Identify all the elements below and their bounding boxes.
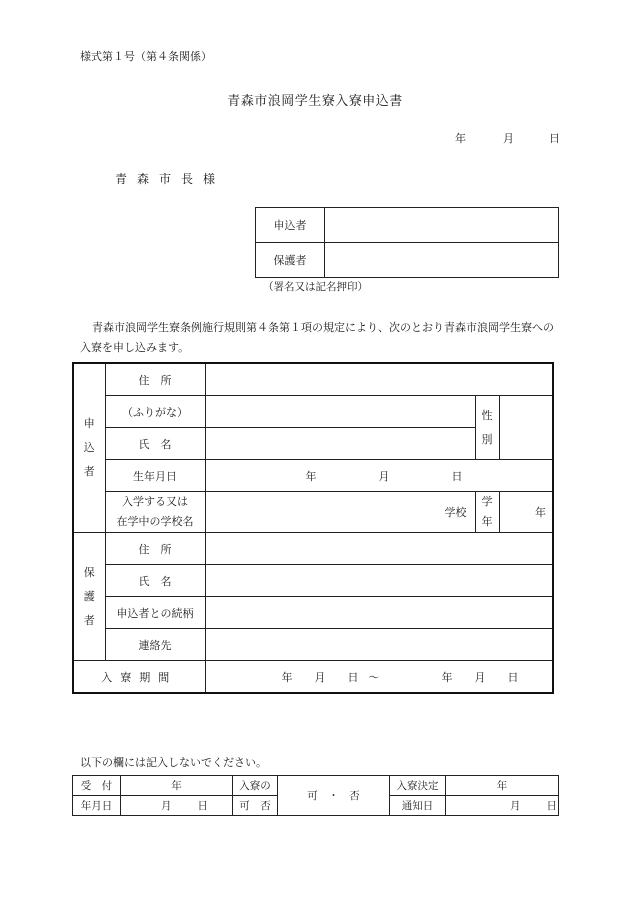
applicant-address-label: 住 所 bbox=[105, 363, 205, 396]
page-title: 青森市浪岡学生寮入寮申込書 bbox=[227, 94, 403, 109]
form-number: 様式第１号（第４条関係） bbox=[80, 50, 212, 63]
office-note: 以下の欄には記入しないでください。 bbox=[80, 756, 267, 769]
intro-text: 青森市浪岡学生寮条例施行規則第４条第１項の規定により、次のとおり青森市浪岡学生寮への入寮を申し込みます。 bbox=[80, 321, 554, 354]
gender-field[interactable] bbox=[499, 396, 553, 460]
guardian-address-row bbox=[73, 533, 553, 565]
approval-label-1: 入寮の bbox=[233, 776, 278, 796]
guardian-contact-row bbox=[73, 629, 553, 661]
decision-month-day: 月 日 bbox=[446, 796, 559, 816]
guardian-name-label: 氏 名 bbox=[105, 565, 205, 597]
office-row-1 bbox=[73, 776, 559, 796]
guardian-name-row bbox=[73, 565, 553, 597]
school-label: 入学する又は 在学中の学校名 bbox=[105, 492, 205, 533]
signature-row-guardian bbox=[256, 243, 559, 278]
applicant-sign-field[interactable] bbox=[325, 208, 559, 243]
guardian-relation-row bbox=[73, 597, 553, 629]
applicant-group-label: 申 込 者 bbox=[73, 363, 105, 533]
applicant-name-field[interactable] bbox=[205, 428, 475, 460]
applicant-sign-label: 申込者 bbox=[256, 208, 325, 243]
grade-field[interactable] bbox=[499, 492, 553, 533]
applicant-address-field[interactable] bbox=[205, 363, 553, 396]
furigana-label: （ふりがな） bbox=[105, 396, 205, 428]
office-use-table bbox=[72, 775, 559, 816]
guardian-group-label: 保 護 者 bbox=[73, 533, 105, 661]
date-month-unit: 月 bbox=[503, 132, 514, 145]
guardian-address-label: 住 所 bbox=[105, 533, 205, 565]
received-label-1: 受 付 bbox=[73, 776, 121, 796]
decision-label-1: 入寮決定 bbox=[390, 776, 446, 796]
received-year: 年 bbox=[121, 776, 233, 796]
signature-table bbox=[255, 207, 559, 278]
furigana-field[interactable] bbox=[205, 396, 475, 428]
signature-row-applicant bbox=[256, 208, 559, 243]
received-month-day: 月 日 bbox=[121, 796, 233, 816]
decision-year: 年 bbox=[446, 776, 559, 796]
approval-value: 可 ・ 否 bbox=[278, 776, 390, 816]
date-year-unit: 年 bbox=[455, 132, 466, 145]
relation-field[interactable] bbox=[205, 597, 553, 629]
signature-note: （署名又は記名押印） bbox=[263, 281, 368, 293]
birth-field[interactable]: 年 月 日 bbox=[205, 460, 553, 492]
application-table bbox=[72, 362, 554, 694]
birth-label: 生年月日 bbox=[105, 460, 205, 492]
grade-label: 学 年 bbox=[475, 492, 499, 533]
gender-label: 性 別 bbox=[475, 396, 499, 460]
grade-suffix: 年 bbox=[535, 506, 546, 519]
approval-label-2: 可 否 bbox=[233, 796, 278, 816]
addressee: 青森市長様 bbox=[115, 172, 226, 186]
applicant-furigana-row bbox=[73, 396, 553, 428]
guardian-sign-field[interactable] bbox=[325, 243, 559, 278]
school-suffix: 学校 bbox=[444, 506, 467, 519]
guardian-address-field[interactable] bbox=[205, 533, 553, 565]
applicant-name-label: 氏 名 bbox=[105, 428, 205, 460]
relation-label: 申込者との続柄 bbox=[105, 597, 205, 629]
contact-field[interactable] bbox=[205, 629, 553, 661]
applicant-birth-row bbox=[73, 460, 553, 492]
period-label: 入寮期間 bbox=[73, 661, 205, 694]
period-field[interactable]: 年 月 日 〜 年 月 日 bbox=[205, 661, 553, 694]
applicant-address-row bbox=[73, 363, 553, 396]
guardian-name-field[interactable] bbox=[205, 565, 553, 597]
school-field[interactable] bbox=[205, 492, 475, 533]
period-row bbox=[73, 661, 553, 694]
date-day-unit: 日 bbox=[549, 132, 560, 145]
decision-label-2: 通知日 bbox=[390, 796, 446, 816]
guardian-sign-label: 保護者 bbox=[256, 243, 325, 278]
received-label-2: 年月日 bbox=[73, 796, 121, 816]
contact-label: 連絡先 bbox=[105, 629, 205, 661]
